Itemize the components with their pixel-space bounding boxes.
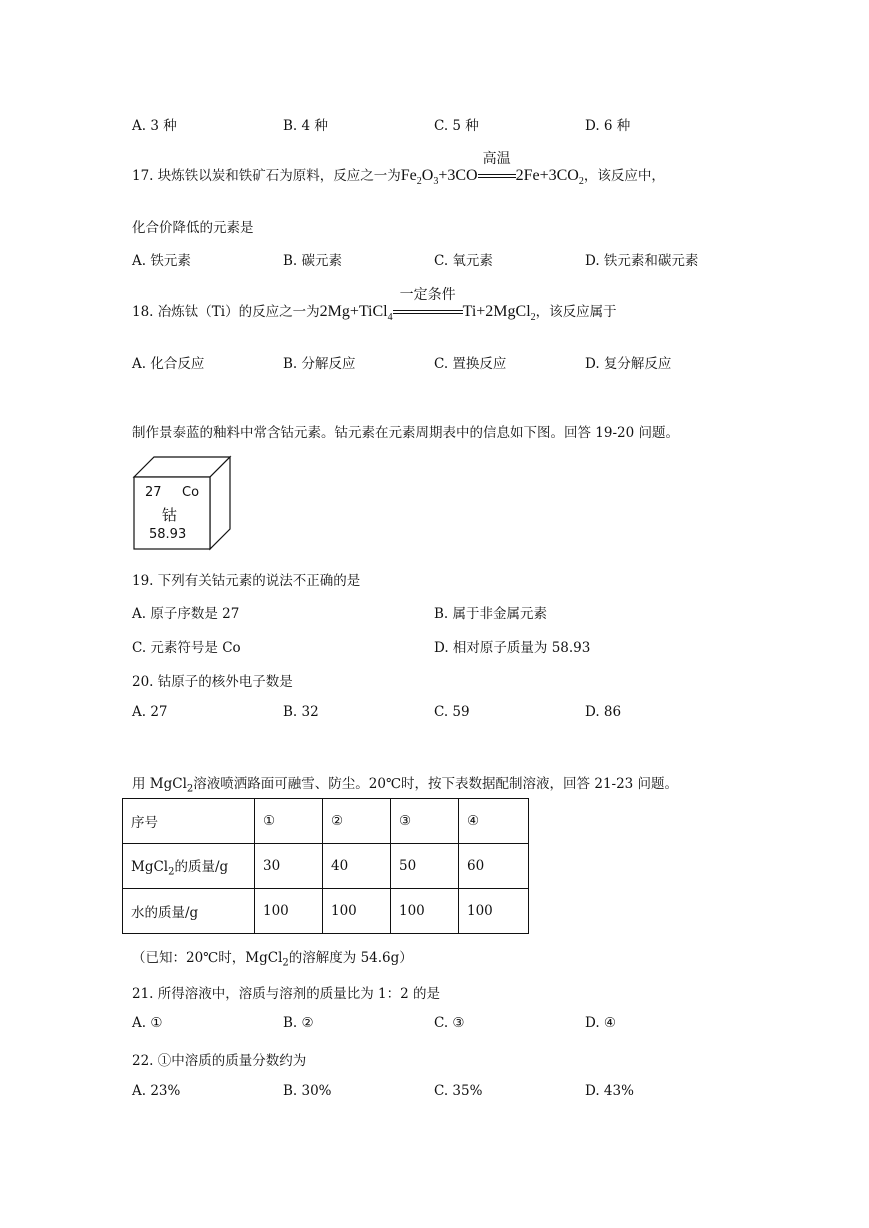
q18-eq-right: Ti+2MgCl$_2$	[462, 303, 536, 324]
q18-eq-left: 2Mg+TiCl$_4$	[319, 303, 393, 324]
table-note: （已知：20℃时，MgCl$_2$的溶解度为 54.6g）	[132, 950, 413, 969]
table-cell: ①	[255, 799, 323, 844]
table-cell: 水的质量/g	[123, 889, 255, 934]
table-cell: ③	[391, 799, 459, 844]
q22-option-b: B. 30%	[283, 1083, 332, 1099]
q18-option-b: B. 分解反应	[283, 356, 356, 372]
q18-prefix: 18. 冶炼钛（Ti）的反应之一为	[132, 304, 320, 320]
q18-stem	[132, 287, 617, 324]
table-cell: 50	[391, 844, 459, 889]
table-cell: ②	[323, 799, 391, 844]
table-row	[123, 844, 529, 889]
q19-stem: 19. 下列有关钴元素的说法不正确的是	[132, 573, 361, 589]
q17-stem	[132, 151, 665, 188]
q17-condition: 高温	[482, 151, 511, 167]
cobalt-name: 钴	[162, 506, 178, 524]
q18-option-d: D. 复分解反应	[585, 356, 672, 372]
table-cell: ④	[459, 799, 529, 844]
q20-option-a: A. 27	[132, 704, 168, 720]
cobalt-atomic-number: 27	[145, 485, 162, 500]
q16-option-c: C. 5 种	[434, 118, 479, 134]
q17-suffix: ，该反应中，	[583, 168, 665, 184]
table-cell: 60	[459, 844, 529, 889]
q17-line2: 化合价降低的元素是	[132, 220, 254, 236]
q17-prefix: 17. 块炼铁以炭和铁矿石为原料，反应之一为	[132, 168, 401, 184]
q19-option-b: B. 属于非金属元素	[434, 606, 548, 622]
table-row	[123, 889, 529, 934]
q17-eq-right: $2Fe+3CO_2$	[515, 167, 584, 188]
q20-options	[132, 704, 752, 724]
q21-stem: 21. 所得溶液中，溶质与溶剂的质量比为 1：2 的是	[132, 986, 441, 1002]
q19-options-row2	[132, 636, 752, 656]
mgcl2-intro: 用 MgCl$_2$溶液喷洒路面可融雪、防尘。20℃时，按下表数据配制溶液，回答 21-23 问题。	[132, 776, 679, 795]
q18-condition: 一定条件	[399, 287, 456, 303]
q18-options	[132, 352, 752, 372]
q18-option-c: C. 置换反应	[434, 356, 507, 372]
q22-option-d: D. 43%	[585, 1083, 634, 1099]
q17-option-d: D. 铁元素和碳元素	[585, 253, 699, 269]
q17-option-a: A. 铁元素	[132, 253, 191, 269]
cobalt-intro: 制作景泰蓝的釉料中常含钴元素。钴元素在元素周期表中的信息如下图。回答 19-20 问题。	[132, 425, 679, 441]
q17-options	[132, 249, 752, 269]
table-cell: MgCl$_2$的质量/g	[123, 844, 255, 889]
q21-options	[132, 1015, 752, 1035]
table-cell: 40	[323, 844, 391, 889]
q17-equation	[400, 151, 584, 188]
q17-eq-left: $Fe_2O_3+3CO$	[400, 167, 478, 188]
q19-option-c: C. 元素符号是 Co	[132, 640, 241, 656]
q19-option-a: A. 原子序数是 27	[132, 606, 240, 622]
q16-option-a: A. 3 种	[132, 118, 177, 134]
q16-options	[132, 114, 752, 134]
table-cell: 30	[255, 844, 323, 889]
q19-option-d: D. 相对原子质量为 58.93	[434, 640, 591, 656]
cobalt-atomic-mass: 58.93	[149, 527, 187, 542]
q16-option-d: D. 6 种	[585, 118, 631, 134]
solution-table	[122, 798, 529, 934]
q18-suffix: ，该反应属于	[535, 304, 617, 320]
cobalt-element-cell	[132, 455, 232, 551]
table-cell: 100	[459, 889, 529, 934]
table-cell: 100	[255, 889, 323, 934]
q18-condition-arrow	[393, 287, 463, 321]
q17-condition-arrow	[478, 151, 516, 185]
table-row	[123, 799, 529, 844]
q17-option-b: B. 碳元素	[283, 253, 343, 269]
q21-option-c: C. ③	[434, 1015, 465, 1031]
table-cell: 序号	[123, 799, 255, 844]
q20-option-d: D. 86	[585, 704, 622, 720]
q22-options	[132, 1083, 752, 1103]
q18-option-a: A. 化合反应	[132, 356, 205, 372]
q17-option-c: C. 氧元素	[434, 253, 493, 269]
q22-stem: 22. ①中溶质的质量分数约为	[132, 1053, 307, 1069]
q21-option-a: A. ①	[132, 1015, 163, 1031]
q21-option-d: D. ④	[585, 1015, 617, 1031]
q22-option-c: C. 35%	[434, 1083, 483, 1099]
q22-option-a: A. 23%	[132, 1083, 181, 1099]
q18-equation	[319, 287, 536, 324]
q20-stem: 20. 钴原子的核外电子数是	[132, 674, 293, 690]
q16-option-b: B. 4 种	[283, 118, 328, 134]
q19-options-row1	[132, 602, 752, 622]
q20-option-b: B. 32	[283, 704, 319, 720]
cobalt-symbol: Co	[182, 485, 200, 500]
q21-option-b: B. ②	[283, 1015, 314, 1031]
table-cell: 100	[323, 889, 391, 934]
q20-option-c: C. 59	[434, 704, 470, 720]
table-cell: 100	[391, 889, 459, 934]
